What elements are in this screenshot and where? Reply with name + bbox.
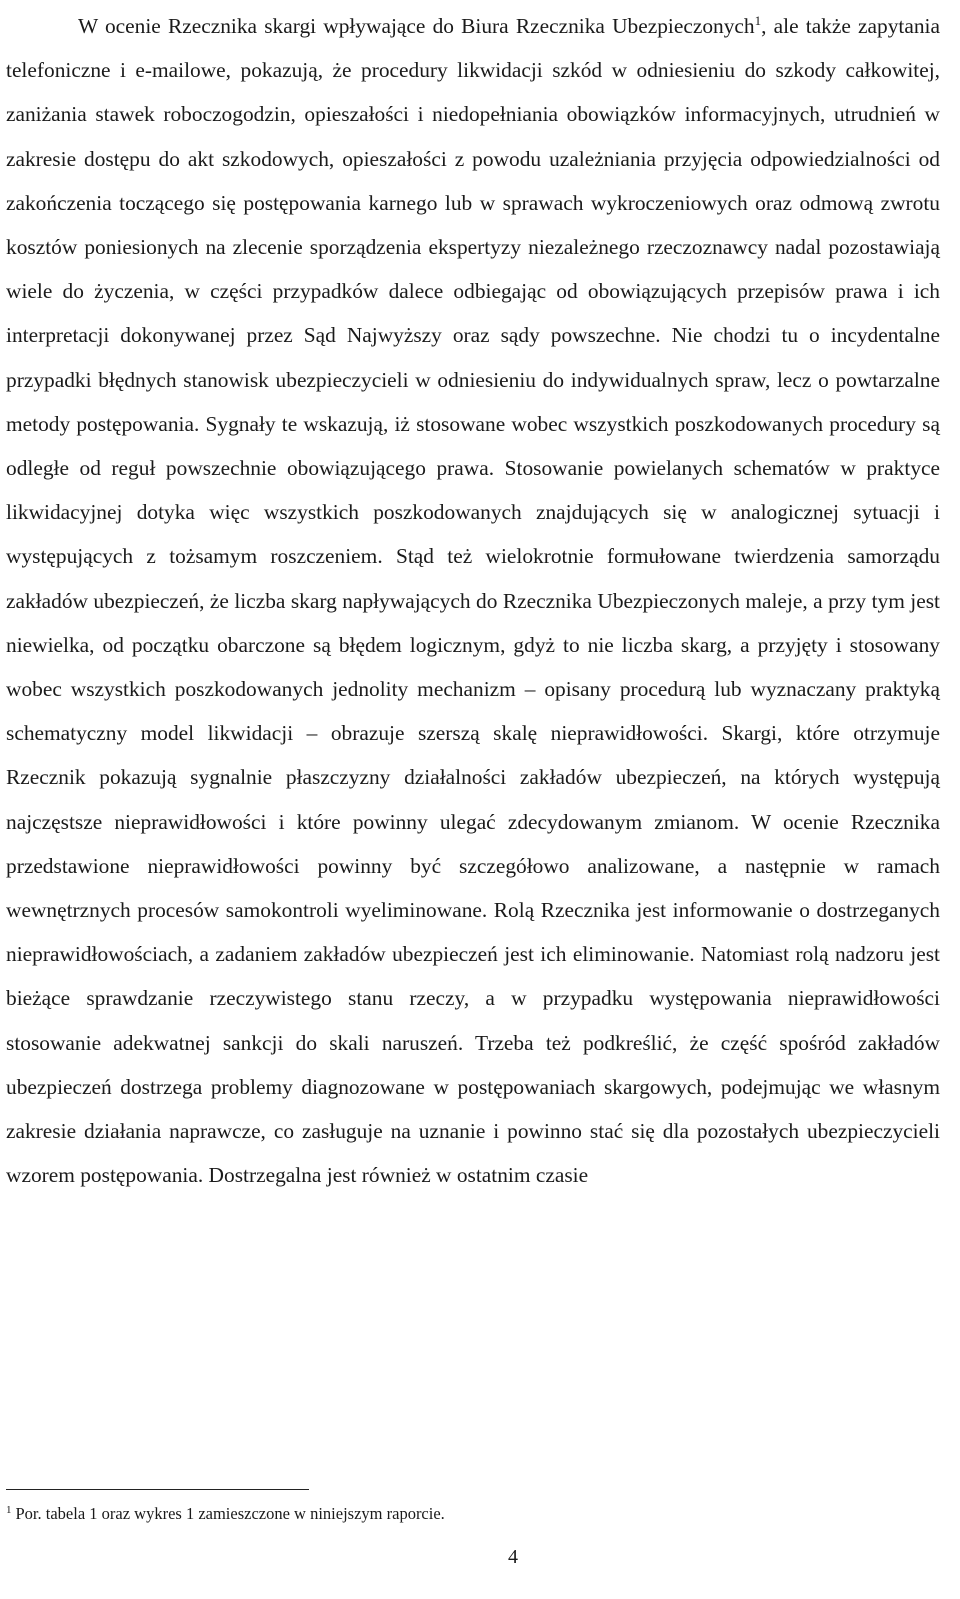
footnote xyxy=(6,1503,940,1525)
footnote-reference[interactable]: 1 xyxy=(754,12,762,28)
paragraph-text-start: W ocenie Rzecznika skargi wpływające do Biura Rzecznika Ubezpieczonych xyxy=(78,14,755,38)
footnote-separator xyxy=(6,1489,309,1490)
footnote-marker: 1 xyxy=(6,1503,12,1516)
paragraph-text-continued: , ale także zapytania telefoniczne i e-mailowe, pokazują, że procedury likwidacji szkód w odniesieniu do szkody całkowitej, zaniżania stawek roboczogodzin, opieszałości i niedopełniania obowiązków informacyjnych, utrudnień w zakresie dostępu do akt szkodowych, opieszałości z powodu uzależniania przyjęcia odpowiedzialności od zakończenia toczącego się postępowania karnego lub w sprawach wykroczeniowych oraz odmową zwrotu kosztów poniesionych na zlecenie sporządzenia ekspertyzy niezależnego rzeczoznawcy nadal pozostawiają wiele do życzenia, w części przypadków dalece odbiegając od obowiązujących przepisów prawa i ich interpretacji dokonywanej przez Sąd Najwyższy oraz sądy powszechne. Nie chodzi tu o incydentalne przypadki błędnych stanowisk ubezpieczycieli w odniesieniu do indywidualnych spraw, lecz o powtarzalne metody postępowania. Sygnały te wskazują, iż stosowane wobec wszystkich poszkodowanych procedury są odległe od reguł powszechnie obowiązującego prawa. Stosowanie powielanych schematów w praktyce likwidacyjnej dotyka więc wszystkich poszkodowanych znajdujących się w analogicznej sytuacji i występujących z tożsamym roszczeniem. Stąd też wielokrotnie formułowane twierdzenia samorządu zakładów ubezpieczeń, że liczba skarg napływających do Rzecznika Ubezpieczonych maleje, a przy tym jest niewielka, od początku obarczone są błędem logicznym, gdyż to nie liczba skarg, a przyjęty i stosowany wobec wszystkich poszkodowanych jednolity mechanizm – opisany procedurą lub wyznaczany praktyką schematyczny model likwidacji – obrazuje szerszą skalę nieprawidłowości. Skargi, które otrzymuje Rzecznik pokazują sygnalnie płaszczyzny działalności zakładów ubezpieczeń, na których występują najczęstsze nieprawidłowości i które powinny ulegać zdecydowanym zmianom. W ocenie Rzecznika przedstawione nieprawidłowości powinny być szczegółowo analizowane, a następnie w ramach wewnętrznych procesów samokontroli wyeliminowane. Rolą Rzecznika jest informowanie o dostrzeganych nieprawidłowościach, a zadaniem zakładów ubezpieczeń jest ich eliminowanie. Natomiast rolą nadzoru jest bieżące sprawdzanie rzeczywistego stanu rzeczy, a w przypadku występowania nieprawidłowości stosowanie adekwatnej sankcji do skali naruszeń. Trzeba też podkreślić, że część spośród zakładów ubezpieczeń dostrzega problemy diagnozowane w postępowaniach skargowych, podejmując we własnym zakresie działania naprawcze, co zasługuje na uznanie i powinno stać się dla pozostałych ubezpieczycieli wzorem postępowania. Dostrzegalna jest również w ostatnim czasie xyxy=(6,14,940,1188)
page-number: 4 xyxy=(508,1546,518,1568)
footnote-text: Por. tabela 1 oraz wykres 1 zamieszczone w niniejszym raporcie. xyxy=(15,1504,445,1523)
body-paragraph xyxy=(6,4,940,1197)
